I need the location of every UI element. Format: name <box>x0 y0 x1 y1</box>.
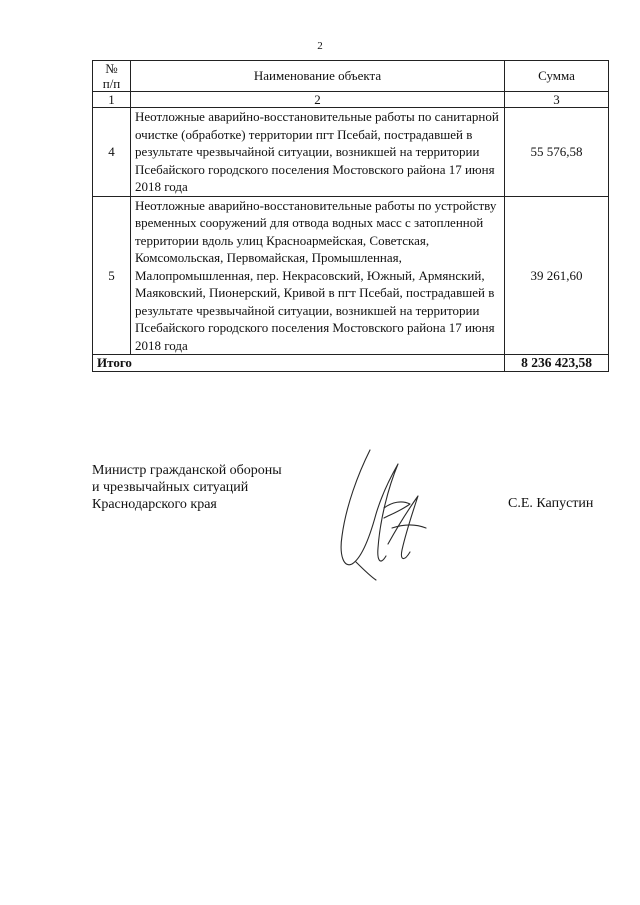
header-number-line1: № <box>105 61 118 76</box>
header-number-line2: п/п <box>102 76 121 91</box>
row-sum: 55 576,58 <box>505 108 609 197</box>
header-number <box>93 61 131 92</box>
header-sum: Сумма <box>505 61 609 92</box>
header-name: Наименование объекта <box>131 61 505 92</box>
row-number: 5 <box>93 196 131 355</box>
column-index-3: 3 <box>505 92 609 108</box>
column-index-1: 1 <box>93 92 131 108</box>
signatory-title-line2: и чрезвычайных ситуаций <box>92 480 249 495</box>
signatory-title-line1: Министр гражданской обороны <box>92 463 282 478</box>
total-label: Итого <box>93 355 505 372</box>
signatory-title-line3: Краснодарского края <box>92 497 217 512</box>
table-row <box>93 196 609 355</box>
row-sum: 39 261,60 <box>505 196 609 355</box>
row-number: 4 <box>93 108 131 197</box>
column-index-2: 2 <box>131 92 505 108</box>
column-index-row <box>93 92 609 108</box>
handwritten-signature <box>318 444 448 584</box>
table-header-row <box>93 61 609 92</box>
total-sum: 8 236 423,58 <box>505 355 609 372</box>
row-name: Неотложные аварийно-восстановительные работы по устройству временных сооружений для отвода водных масс с затопленной территории вдоль улиц Красноармейская, Советская, Комсомольская, Первомайская, Промышленная, Малопромышленная, пер. Некрасовский, Южный, Армянский, Маяковский, Пионерский, Кривой в пгт Псебай, пострадавшей в результате чрезвычайной ситуации, возникшей на территории Псебайского городского поселения Мостовского района 17 июня 2018 года <box>131 196 505 355</box>
page-number: 2 <box>317 40 323 52</box>
row-name: Неотложные аварийно-восстановительные работы по санитарной очистке (обработке) территории пгт Псебай, пострадавшей в результате чрезвычайной ситуации, возникшей на территории Псебайского городского поселения Мостовского района 17 июня 2018 года <box>131 108 505 197</box>
signatory-name: С.Е. Капустин <box>508 496 594 511</box>
signatory-title <box>92 462 282 513</box>
expenses-table <box>92 60 609 372</box>
table-row <box>93 108 609 197</box>
total-row <box>93 355 609 372</box>
